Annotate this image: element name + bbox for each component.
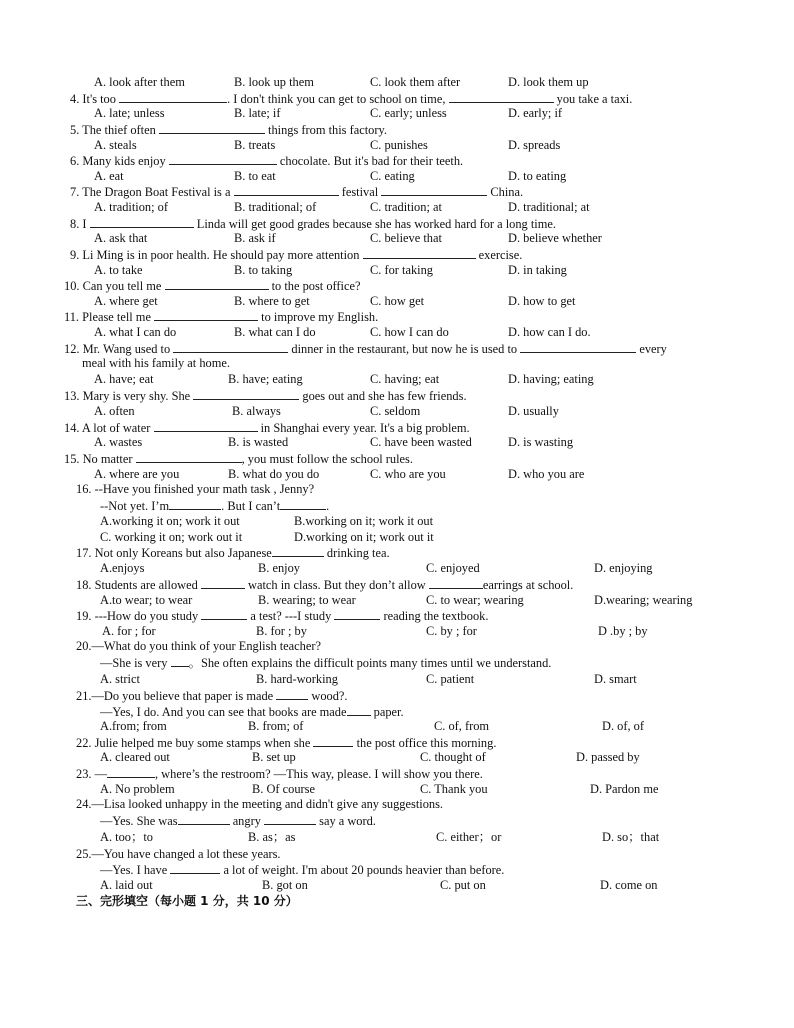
q13-option-a: A. often xyxy=(94,404,135,418)
question-7: 7. The Dragon Boat Festival is a festival China. xyxy=(70,185,524,199)
q8-option-a: A. ask that xyxy=(94,231,148,245)
answer-blank xyxy=(264,813,316,825)
q14-option-b: B. is wasted xyxy=(228,435,289,449)
question-9: 9. Li Ming is in poor health. He should pay more attention exercise. xyxy=(70,248,523,262)
q16-option-a: A.working it on; work it out xyxy=(100,514,240,528)
q21-option-a: A.from; from xyxy=(100,719,167,733)
question-24-reply: —Yes. She was angry say a word. xyxy=(100,814,376,828)
q13-option-d: D. usually xyxy=(508,404,559,418)
question-18: 18. Students are allowed watch in class. But they don’t allow earrings at school. xyxy=(76,578,574,592)
q15-option-d: D. who you are xyxy=(508,467,585,481)
question-15: 15. No matter , you must follow the school rules. xyxy=(64,452,413,466)
q11-option-d: D. how can I do. xyxy=(508,325,591,339)
q23-option-c: C. Thank you xyxy=(420,782,488,796)
q14-option-d: D. is wasting xyxy=(508,435,574,449)
answer-blank xyxy=(201,577,245,589)
q20-option-a: A. strict xyxy=(100,672,140,686)
q16-option-c: C. working it on; work out it xyxy=(100,530,243,544)
q6-option-d: D. to eating xyxy=(508,169,567,183)
q25-option-a: A. laid out xyxy=(100,878,153,892)
question-19: 19. ---How do you study a test? ---I study reading the textbook. xyxy=(76,609,489,623)
q9-option-b: B. to taking xyxy=(234,263,293,277)
q12-option-b: B. have; eating xyxy=(228,372,303,386)
q23-option-a: A. No problem xyxy=(100,782,175,796)
q25-option-c: C. put on xyxy=(440,878,486,892)
q22-option-b: B. set up xyxy=(252,750,296,764)
q15-option-b: B. what do you do xyxy=(228,467,320,481)
q19-option-a: A. for ; for xyxy=(102,624,156,638)
q19-option-b: B. for ; by xyxy=(256,624,307,638)
answer-blank xyxy=(171,655,189,667)
q5-option-d: D. spreads xyxy=(508,138,561,152)
q22-option-a: A. cleared out xyxy=(100,750,170,764)
q21-option-c: C. of, from xyxy=(434,719,490,733)
q3-option-d: D. look them up xyxy=(508,75,589,89)
q8-option-b: B. ask if xyxy=(234,231,276,245)
question-12-continued: meal with his family at home. xyxy=(82,356,230,370)
q4-option-d: D. early; if xyxy=(508,106,563,120)
q22-option-d: D. passed by xyxy=(576,750,640,764)
q10-option-a: A. where get xyxy=(94,294,158,308)
section-heading-cloze: 三、完形填空（每小题 1 分，共 10 分） xyxy=(76,894,298,908)
question-11: 11. Please tell me to improve my English. xyxy=(64,310,379,324)
q11-option-a: A. what I can do xyxy=(94,325,177,339)
q17-option-a: A.enjoys xyxy=(100,561,145,575)
answer-blank xyxy=(119,91,227,103)
q24-option-b: B. as；as xyxy=(248,830,296,844)
answer-blank xyxy=(363,247,476,259)
question-10: 10. Can you tell me to the post office? xyxy=(64,279,361,293)
question-21: 21.—Do you believe that paper is made wood?. xyxy=(76,689,348,703)
q6-option-a: A. eat xyxy=(94,169,124,183)
q11-option-b: B. what can I do xyxy=(234,325,316,339)
q12-option-c: C. having; eat xyxy=(370,372,440,386)
question-20: 20.—What do you think of your English teacher? xyxy=(76,639,321,653)
question-24: 24.—Lisa looked unhappy in the meeting and didn't give any suggestions. xyxy=(76,797,444,811)
answer-blank xyxy=(334,608,380,620)
q23-option-d: D. Pardon me xyxy=(590,782,659,796)
question-23: 23. — , where’s the restroom? —This way, please. I will show you there. xyxy=(76,767,483,781)
q19-option-d: D .by ; by xyxy=(598,624,648,638)
answer-blank xyxy=(178,813,230,825)
answer-blank xyxy=(272,545,324,557)
q25-option-b: B. got on xyxy=(262,878,308,892)
answer-blank xyxy=(159,122,265,134)
q17-option-c: C. enjoyed xyxy=(426,561,480,575)
q22-option-c: C. thought of xyxy=(420,750,486,764)
q20-option-d: D. smart xyxy=(594,672,637,686)
q10-option-c: C. how get xyxy=(370,294,425,308)
q24-option-a: A. too；to xyxy=(100,830,154,844)
q9-option-c: C. for taking xyxy=(370,263,433,277)
q7-option-c: C. tradition; at xyxy=(370,200,442,214)
question-16-reply: --Not yet. I’m . But I can’t . xyxy=(100,499,330,513)
question-4: 4. It's too . I don't think you can get to school on time, you take a taxi. xyxy=(70,92,633,106)
q3-option-b: B. look up them xyxy=(234,75,314,89)
q4-option-c: C. early; unless xyxy=(370,106,447,120)
question-25-reply: —Yes. I have a lot of weight. I'm about 20 pounds heavier than before. xyxy=(100,863,505,877)
answer-blank xyxy=(193,388,299,400)
q16-option-b: B.working on it; work it out xyxy=(294,514,434,528)
question-14: 14. A lot of water in Shanghai every year. It's a big problem. xyxy=(64,421,470,435)
q14-option-a: A. wastes xyxy=(94,435,143,449)
question-13: 13. Mary is very shy. She goes out and she has few friends. xyxy=(64,389,467,403)
q25-option-d: D. come on xyxy=(600,878,658,892)
q7-option-a: A. tradition; of xyxy=(94,200,168,214)
q12-option-d: D. having; eating xyxy=(508,372,594,386)
q5-option-b: B. treats xyxy=(234,138,276,152)
answer-blank xyxy=(90,216,194,228)
q6-option-b: B. to eat xyxy=(234,169,276,183)
answer-blank xyxy=(313,735,353,747)
answer-blank xyxy=(169,153,277,165)
answer-blank xyxy=(169,498,221,510)
q9-option-a: A. to take xyxy=(94,263,143,277)
answer-blank xyxy=(173,341,288,353)
q10-option-b: B. where to get xyxy=(234,294,310,308)
question-17: 17. Not only Koreans but also Japanese drinking tea. xyxy=(76,546,390,560)
answer-blank xyxy=(276,688,308,700)
question-21-reply: —Yes, I do. And you can see that books are made paper. xyxy=(100,705,404,719)
q24-option-c: C. either；or xyxy=(436,830,502,844)
q18-option-b: B. wearing; to wear xyxy=(258,593,356,607)
q12-option-a: A. have; eat xyxy=(94,372,154,386)
answer-blank xyxy=(449,91,554,103)
q18-option-d: D.wearing; wearing xyxy=(594,593,693,607)
answer-blank xyxy=(429,577,483,589)
question-5: 5. The thief often things from this factory. xyxy=(70,123,387,137)
q3-option-a: A. look after them xyxy=(94,75,185,89)
q21-option-b: B. from; of xyxy=(248,719,304,733)
question-22: 22. Julie helped me buy some stamps when she the post office this morning. xyxy=(76,736,497,750)
question-25: 25.—You have changed a lot these years. xyxy=(76,847,281,861)
answer-blank xyxy=(170,862,220,874)
q17-option-b: B. enjoy xyxy=(258,561,300,575)
q8-option-d: D. believe whether xyxy=(508,231,602,245)
q17-option-d: D. enjoying xyxy=(594,561,653,575)
q4-option-a: A. late; unless xyxy=(94,106,165,120)
q15-option-c: C. who are you xyxy=(370,467,446,481)
answer-blank xyxy=(201,608,247,620)
q21-option-d: D. of, of xyxy=(602,719,644,733)
q18-option-c: C. to wear; wearing xyxy=(426,593,524,607)
q14-option-c: C. have been wasted xyxy=(370,435,472,449)
q20-option-b: B. hard-working xyxy=(256,672,338,686)
q11-option-c: C. how I can do xyxy=(370,325,449,339)
q9-option-d: D. in taking xyxy=(508,263,567,277)
answer-blank xyxy=(154,420,258,432)
q15-option-a: A. where are you xyxy=(94,467,180,481)
q7-option-b: B. traditional; of xyxy=(234,200,317,214)
q19-option-c: C. by ; for xyxy=(426,624,477,638)
question-12: 12. Mr. Wang used to dinner in the restaurant, but now he is used to every xyxy=(64,342,667,356)
q13-option-c: C. seldom xyxy=(370,404,421,418)
question-8: 8. I Linda will get good grades because she has worked hard for a long time. xyxy=(70,217,556,231)
q24-option-d: D. so；that xyxy=(602,830,660,844)
question-16: 16. --Have you finished your math task , Jenny? xyxy=(76,482,315,496)
q6-option-c: C. eating xyxy=(370,169,415,183)
q5-option-a: A. steals xyxy=(94,138,137,152)
q16-option-d: D.working on it; work out it xyxy=(294,530,434,544)
answer-blank xyxy=(234,184,339,196)
answer-blank xyxy=(107,766,155,778)
q23-option-b: B. Of course xyxy=(252,782,315,796)
q5-option-c: C. punishes xyxy=(370,138,428,152)
q18-option-a: A.to wear; to wear xyxy=(100,593,193,607)
question-6: 6. Many kids enjoy chocolate. But it's bad for their teeth. xyxy=(70,154,464,168)
q8-option-c: C. believe that xyxy=(370,231,442,245)
answer-blank xyxy=(520,341,636,353)
question-20-reply: —She is very 。She often explains the difficult points many times until we understand. xyxy=(100,656,552,670)
answer-blank xyxy=(165,278,269,290)
q10-option-d: D. how to get xyxy=(508,294,576,308)
answer-blank xyxy=(280,498,326,510)
q20-option-c: C. patient xyxy=(426,672,475,686)
answer-blank xyxy=(381,184,487,196)
q3-option-c: C. look them after xyxy=(370,75,461,89)
q7-option-d: D. traditional; at xyxy=(508,200,590,214)
q13-option-b: B. always xyxy=(232,404,281,418)
answer-blank xyxy=(136,451,242,463)
q4-option-b: B. late; if xyxy=(234,106,281,120)
answer-blank xyxy=(347,704,371,716)
answer-blank xyxy=(154,309,258,321)
